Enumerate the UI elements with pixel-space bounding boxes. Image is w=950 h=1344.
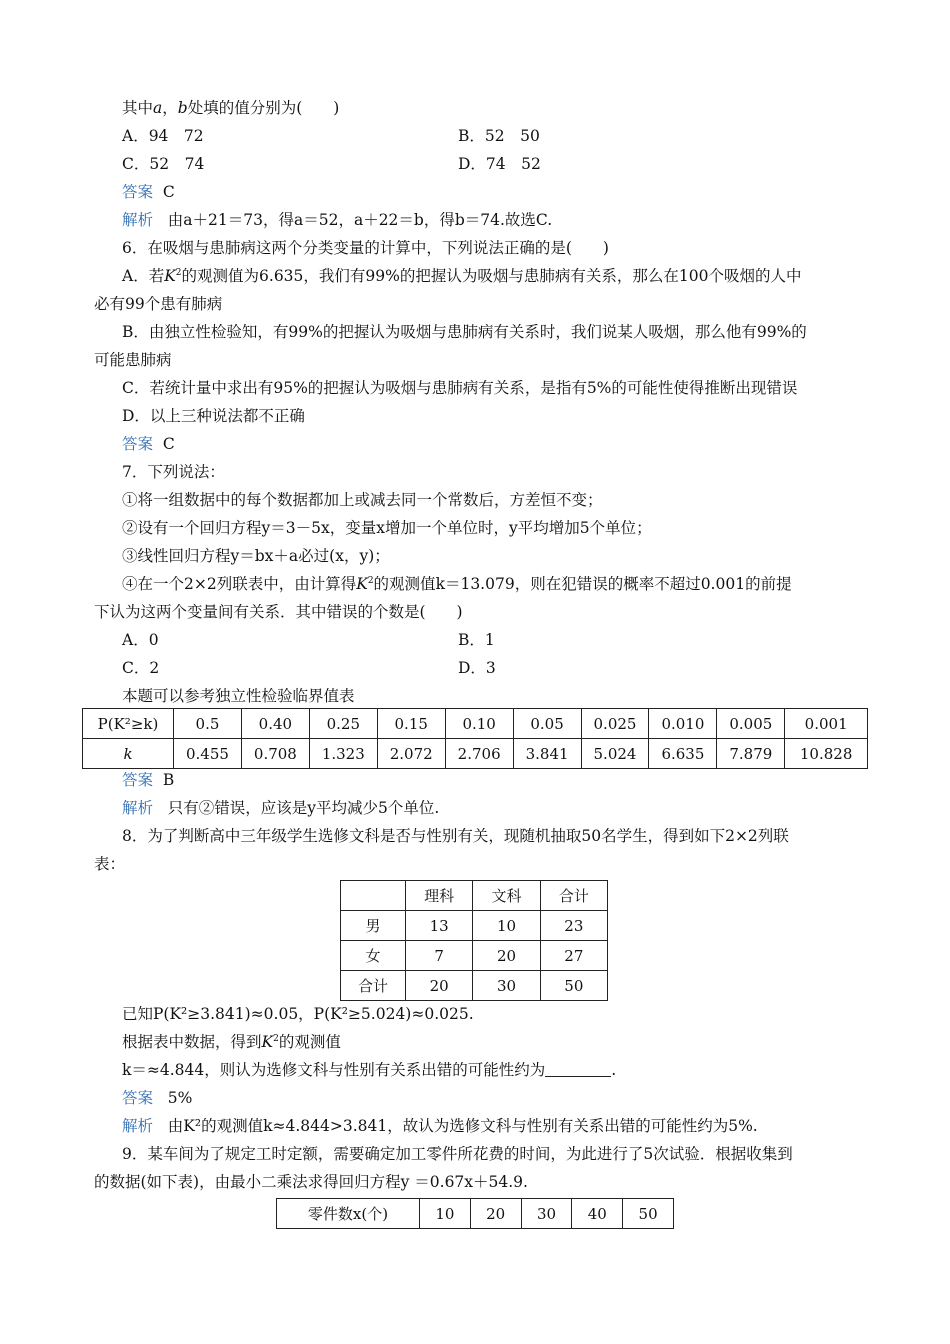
table-cell: 男 bbox=[341, 911, 406, 941]
critical-value-table bbox=[82, 708, 868, 769]
q5-option-c: C．52 74 bbox=[122, 155, 205, 173]
q6-option-c: C．若统计量中求出有95%的把握认为吸烟与患肺病有关系，是指有5%的可能性使得推断出现错误 bbox=[122, 379, 798, 397]
q7-reference: 本题可以参考独立性检验临界值表 bbox=[122, 687, 355, 705]
q8-k-line: k＝≈4.844，则认为选修文科与性别有关系出错的可能性约为 . bbox=[122, 1061, 617, 1079]
table-cell: 13 bbox=[406, 911, 473, 941]
table-header-cell: P(K²≥k) bbox=[83, 709, 174, 739]
table-cell: 0.005 bbox=[717, 709, 785, 739]
analysis-label: 解析 bbox=[122, 799, 154, 817]
q6-option-b-cont: 可能患肺病 bbox=[94, 351, 172, 369]
table-row bbox=[341, 881, 608, 911]
contingency-table bbox=[340, 880, 608, 1001]
table-cell: 50 bbox=[623, 1199, 674, 1229]
table-cell: 30 bbox=[473, 971, 540, 1001]
q8-stem: 8．为了判断高中三年级学生选修文科是否与性别有关，现随机抽取50名学生，得到如下2×2列联 bbox=[122, 827, 789, 845]
table-row bbox=[341, 971, 608, 1001]
analysis-label: 解析 bbox=[122, 211, 154, 229]
answer-label: 答案 bbox=[122, 771, 154, 789]
q7-statement-4-cont: 下认为这两个变量间有关系．其中错误的个数是( ) bbox=[94, 603, 463, 621]
table-cell: 50 bbox=[540, 971, 607, 1001]
table-cell: 1.323 bbox=[309, 739, 377, 769]
table-cell: 0.455 bbox=[174, 739, 242, 769]
q7-answer: 答案 B bbox=[122, 771, 175, 789]
q9-stem: 9．某车间为了规定工时定额，需要确定加工零件所花费的时间，为此进行了5次试验．根据收集到 bbox=[122, 1145, 793, 1163]
q5-answer: 答案 C bbox=[122, 183, 175, 201]
table-cell: 0.5 bbox=[174, 709, 242, 739]
table-cell: 20 bbox=[406, 971, 473, 1001]
table-header-cell: k bbox=[83, 739, 174, 769]
q7-option-b: B．1 bbox=[458, 631, 495, 649]
q6-stem: 6．在吸烟与患肺病这两个分类变量的计算中，下列说法正确的是( ) bbox=[122, 239, 609, 257]
answer-label: 答案 bbox=[122, 435, 154, 453]
q6-answer: 答案 C bbox=[122, 435, 175, 453]
table-cell: 20 bbox=[473, 941, 540, 971]
q5-option-a: A．94 72 bbox=[122, 127, 204, 145]
parts-table bbox=[276, 1198, 674, 1229]
q5-analysis: 解析 由a＋21＝73，得a＝52，a＋22＝b，得b＝74.故选C. bbox=[122, 211, 553, 229]
table-cell: 6.635 bbox=[649, 739, 717, 769]
table-header-cell: 合计 bbox=[540, 881, 607, 911]
table-cell: 20 bbox=[470, 1199, 521, 1229]
table-cell: 10.828 bbox=[785, 739, 868, 769]
table-cell: 7 bbox=[406, 941, 473, 971]
q8-answer: 答案 5% bbox=[122, 1089, 193, 1107]
table-cell: 0.25 bbox=[309, 709, 377, 739]
table-cell: 10 bbox=[420, 1199, 471, 1229]
table-row bbox=[341, 911, 608, 941]
table-cell: 5.024 bbox=[581, 739, 649, 769]
q5-stem: 其中a，b处填的值分别为( ) bbox=[122, 99, 340, 117]
table-header-cell: 文科 bbox=[473, 881, 540, 911]
table-cell: 0.40 bbox=[241, 709, 309, 739]
table-cell: 0.025 bbox=[581, 709, 649, 739]
q7-stem: 7．下列说法： bbox=[122, 463, 225, 481]
q7-option-a: A．0 bbox=[122, 631, 159, 649]
table-cell: 2.706 bbox=[445, 739, 513, 769]
q9-stem-cont: 的数据(如下表)，由最小二乘法求得回归方程y ＝0.67x＋54.9. bbox=[94, 1173, 528, 1191]
q5-option-b: B．52 50 bbox=[458, 127, 540, 145]
q7-statement-3: ③线性回归方程y＝bx＋a必过(x，y)； bbox=[122, 547, 390, 565]
table-row bbox=[83, 709, 868, 739]
table-row bbox=[83, 739, 868, 769]
table-cell: 合计 bbox=[341, 971, 406, 1001]
table-cell: 0.15 bbox=[377, 709, 445, 739]
table-row bbox=[277, 1199, 674, 1229]
q5-option-d: D．74 52 bbox=[458, 155, 541, 173]
q7-option-d: D．3 bbox=[458, 659, 496, 677]
table-cell: 0.05 bbox=[513, 709, 581, 739]
q6-option-d: D．以上三种说法都不正确 bbox=[122, 407, 305, 425]
q7-statement-2: ②设有一个回归方程y＝3－5x，变量x增加一个单位时，y平均增加5个单位； bbox=[122, 519, 652, 537]
table-cell: 0.708 bbox=[241, 739, 309, 769]
q8-stem-cont: 表： bbox=[94, 855, 126, 873]
table-cell: 10 bbox=[473, 911, 540, 941]
q6-option-a-cont: 必有99个患有肺病 bbox=[94, 295, 223, 313]
table-row bbox=[341, 941, 608, 971]
q8-known: 已知P(K²≥3.841)≈0.05，P(K²≥5.024)≈0.025. bbox=[122, 1005, 474, 1023]
answer-label: 答案 bbox=[122, 183, 154, 201]
table-cell: 27 bbox=[540, 941, 607, 971]
table-cell: 40 bbox=[572, 1199, 623, 1229]
q8-analysis: 解析 由K²的观测值k≈4.844>3.841，故认为选修文科与性别有关系出错的可能性约为5%. bbox=[122, 1117, 758, 1135]
table-cell: 23 bbox=[540, 911, 607, 941]
table-cell: 0.010 bbox=[649, 709, 717, 739]
q8-observation: 根据表中数据，得到$K^2$的观测值 bbox=[122, 1033, 341, 1051]
table-header-cell bbox=[341, 881, 406, 911]
q6-option-b: B．由独立性检验知，有99%的把握认为吸烟与患肺病有关系时，我们说某人吸烟，那么他有99%的 bbox=[122, 323, 807, 341]
analysis-label: 解析 bbox=[122, 1117, 154, 1135]
answer-label: 答案 bbox=[122, 1089, 154, 1107]
table-cell: 7.879 bbox=[717, 739, 785, 769]
q7-option-c: C．2 bbox=[122, 659, 160, 677]
table-cell: 0.001 bbox=[785, 709, 868, 739]
table-cell: 女 bbox=[341, 941, 406, 971]
table-header-cell: 理科 bbox=[406, 881, 473, 911]
q7-analysis: 解析 只有②错误，应该是y平均减少5个单位. bbox=[122, 799, 440, 817]
table-cell: 2.072 bbox=[377, 739, 445, 769]
table-cell: 0.10 bbox=[445, 709, 513, 739]
table-cell: 30 bbox=[521, 1199, 572, 1229]
q7-statement-1: ①将一组数据中的每个数据都加上或减去同一个常数后，方差恒不变； bbox=[122, 491, 603, 509]
q6-option-a: A．若$K^2$的观测值为6.635，我们有99%的把握认为吸烟与患肺病有关系，那么在100个吸烟的人中 bbox=[122, 267, 802, 285]
q7-statement-4: ④在一个2×2列联表中，由计算得$K^2$的观测值k＝13.079，则在犯错误的概率不超过0.001的前提 bbox=[122, 575, 792, 593]
table-cell: 3.841 bbox=[513, 739, 581, 769]
table-header-cell: 零件数x(个) bbox=[277, 1199, 420, 1229]
answer-blank[interactable] bbox=[545, 1062, 611, 1077]
